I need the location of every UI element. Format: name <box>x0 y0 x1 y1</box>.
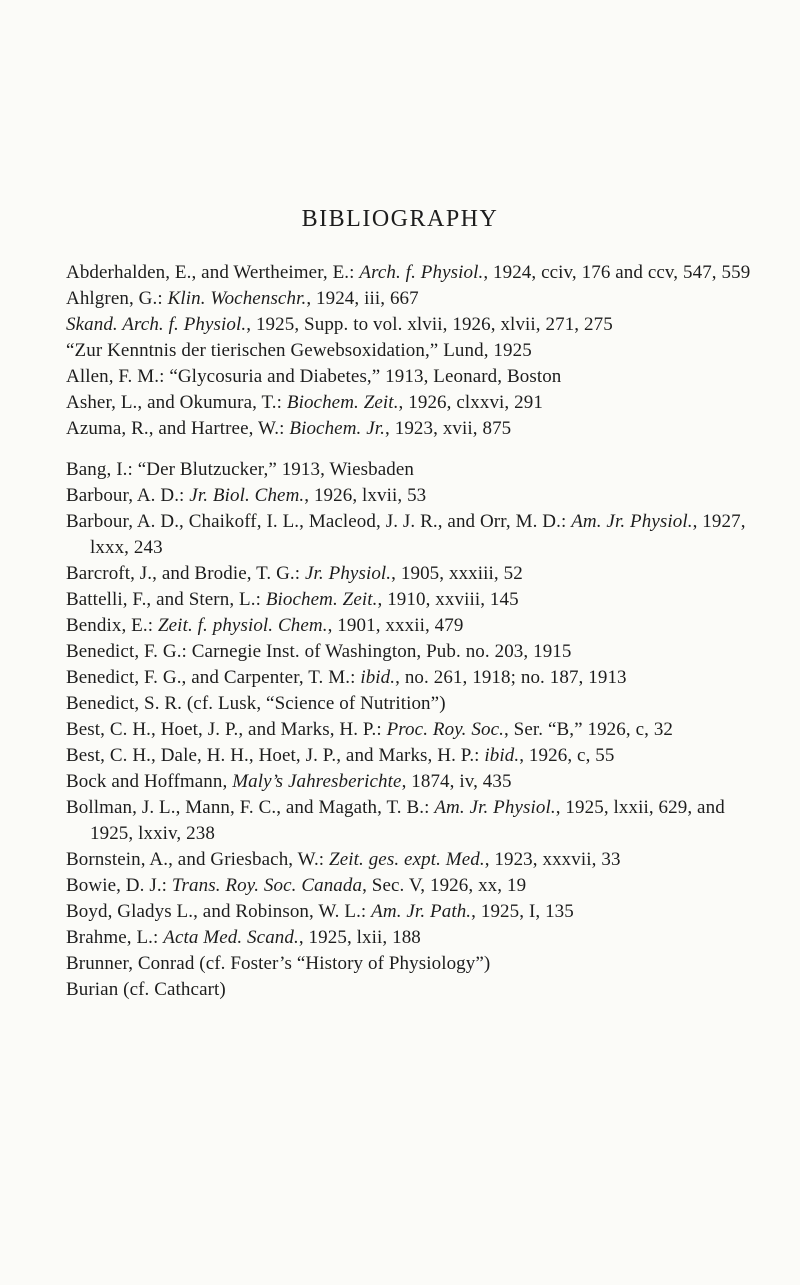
entry-journal: Zeit. f. physiol. Chem. <box>157 615 328 636</box>
bibliography-entry <box>66 769 766 795</box>
entry-journal: Arch. f. Physiol. <box>359 262 484 283</box>
entry-journal: Biochem. Zeit. <box>265 589 378 610</box>
entry-text: , no. 261, 1918; no. 187, 1913 <box>395 667 627 688</box>
entry-text: Barbour, A. D.: <box>66 485 190 506</box>
entry-text: Battelli, F., and Stern, L.: <box>66 589 266 610</box>
entry-text: , 1924, cciv, 176 and ccv, 547, 559 <box>483 262 751 283</box>
bibliography-entry <box>66 743 766 769</box>
entry-text: Bang, I.: “Der Blutzucker,” 1913, Wiesbaden <box>66 459 415 480</box>
entry-text: , 1925, lxxii, 629, and 1925, lxxiv, 238 <box>90 797 725 844</box>
bibliography-list <box>66 260 766 1003</box>
entry-journal: ibid. <box>360 667 396 688</box>
bibliography-entry <box>66 390 766 416</box>
entry-text: Barcroft, J., and Brodie, T. G.: <box>66 563 305 584</box>
entry-journal: Proc. Roy. Soc. <box>386 719 504 740</box>
entry-text: Ahlgren, G.: <box>66 288 168 309</box>
bibliography-entry <box>66 338 766 364</box>
bibliography-entry <box>66 639 766 665</box>
bibliography-entry <box>66 416 766 442</box>
entry-text: , 1901, xxxii, 479 <box>327 615 464 636</box>
entry-journal: Jr. Biol. Chem. <box>189 485 305 506</box>
entry-text: Bornstein, A., and Griesbach, W.: <box>66 849 330 870</box>
entry-journal: Zeit. ges. expt. Med. <box>329 849 485 870</box>
bibliography-entry <box>66 483 766 509</box>
entry-text: , 1926, lxvii, 53 <box>304 485 427 506</box>
entry-text: Best, C. H., Dale, H. H., Hoet, J. P., and Marks, H. P.: <box>66 745 485 766</box>
entry-text: , 1925, Supp. to vol. xlvii, 1926, xlvii, 271, 275 <box>246 314 613 335</box>
entry-text: , 1925, I, 135 <box>471 901 574 922</box>
entry-text: Asher, L., and Okumura, T.: <box>66 392 287 413</box>
bibliography-entry <box>66 587 766 613</box>
entry-journal: Trans. Roy. Soc. Canada <box>171 875 363 896</box>
entry-text: , 1925, lxii, 188 <box>298 927 421 948</box>
bibliography-entry <box>66 561 766 587</box>
entry-journal: Am. Jr. Path. <box>371 901 472 922</box>
entry-journal: Klin. Wochenschr. <box>167 288 307 309</box>
bibliography-entry <box>66 795 766 847</box>
entry-text: Bowie, D. J.: <box>66 875 172 896</box>
entry-text: Bollman, J. L., Mann, F. C., and Magath, T. B.: <box>66 797 435 818</box>
bibliography-entry <box>66 925 766 951</box>
entry-journal: Maly’s Jahresberichte <box>232 771 402 792</box>
entry-text: Bendix, E.: <box>66 615 158 636</box>
entry-text: Allen, F. M.: “Glycosuria and Diabetes,” 1913, Leonard, Boston <box>66 366 562 387</box>
entry-text: , Sec. V, 1926, xx, 19 <box>362 875 527 896</box>
entry-journal: Skand. Arch. f. Physiol. <box>66 314 247 335</box>
bibliography-entry <box>66 847 766 873</box>
bibliography-entry <box>66 873 766 899</box>
entry-text: , 1905, xxxiii, 52 <box>391 563 523 584</box>
entry-text: , 1924, iii, 667 <box>306 288 419 309</box>
entry-journal: ibid. <box>484 745 520 766</box>
entry-text: Benedict, F. G.: Carnegie Inst. of Washington, Pub. no. 203, 1915 <box>66 641 572 662</box>
bibliography-entry <box>66 364 766 390</box>
entry-text: , 1923, xvii, 875 <box>385 418 512 439</box>
bibliography-entry <box>66 286 766 312</box>
entry-journal: Acta Med. Scand. <box>163 927 299 948</box>
entry-text: Brahme, L.: <box>66 927 164 948</box>
entry-text: Benedict, F. G., and Carpenter, T. M.: <box>66 667 361 688</box>
entry-text: Bock and Hoffmann, <box>66 771 233 792</box>
bibliography-entry <box>66 899 766 925</box>
bibliography-entry <box>66 691 766 717</box>
bibliography-entry <box>66 509 766 561</box>
entry-text: Burian (cf. Cathcart) <box>66 979 226 1000</box>
bibliography-entry <box>66 457 766 483</box>
bibliography-entry <box>66 613 766 639</box>
entry-text: , 1926, clxxvi, 291 <box>398 392 543 413</box>
entry-journal: Am. Jr. Physiol. <box>434 797 556 818</box>
entry-text: , 1927, lxxx, 243 <box>90 511 746 558</box>
entry-journal: Biochem. Zeit. <box>286 392 399 413</box>
bibliography-entry <box>66 260 766 286</box>
entry-text: , 1874, iv, 435 <box>401 771 512 792</box>
entry-text: Abderhalden, E., and Wertheimer, E.: <box>66 262 360 283</box>
page-title: BIBLIOGRAPHY <box>301 206 499 232</box>
entry-text: , Ser. “B,” 1926, c, 32 <box>503 719 674 740</box>
entry-text: Azuma, R., and Hartree, W.: <box>66 418 290 439</box>
entry-text: Benedict, S. R. (cf. Lusk, “Science of Nutrition”) <box>66 693 446 714</box>
entry-text: , 1926, c, 55 <box>519 745 615 766</box>
group-separator <box>66 442 766 457</box>
entry-text: Boyd, Gladys L., and Robinson, W. L.: <box>66 901 372 922</box>
entry-text: , 1923, xxxvii, 33 <box>484 849 621 870</box>
entry-text: “Zur Kenntnis der tierischen Gewebsoxidation,” Lund, 1925 <box>66 340 532 361</box>
bibliography-entry <box>66 665 766 691</box>
entry-text: Best, C. H., Hoet, J. P., and Marks, H. P.: <box>66 719 387 740</box>
entry-text: Brunner, Conrad (cf. Foster’s “History of Physiology”) <box>66 953 491 974</box>
bibliography-entry <box>66 717 766 743</box>
entry-journal: Jr. Physiol. <box>305 563 392 584</box>
entry-journal: Biochem. Jr. <box>289 418 386 439</box>
entry-journal: Am. Jr. Physiol. <box>571 511 693 532</box>
bibliography-entry <box>66 977 766 1003</box>
bibliography-entry <box>66 951 766 977</box>
entry-text: Barbour, A. D., Chaikoff, I. L., Macleod, J. J. R., and Orr, M. D.: <box>66 511 572 532</box>
entry-text: , 1910, xxviii, 145 <box>377 589 519 610</box>
bibliography-entry <box>66 312 766 338</box>
